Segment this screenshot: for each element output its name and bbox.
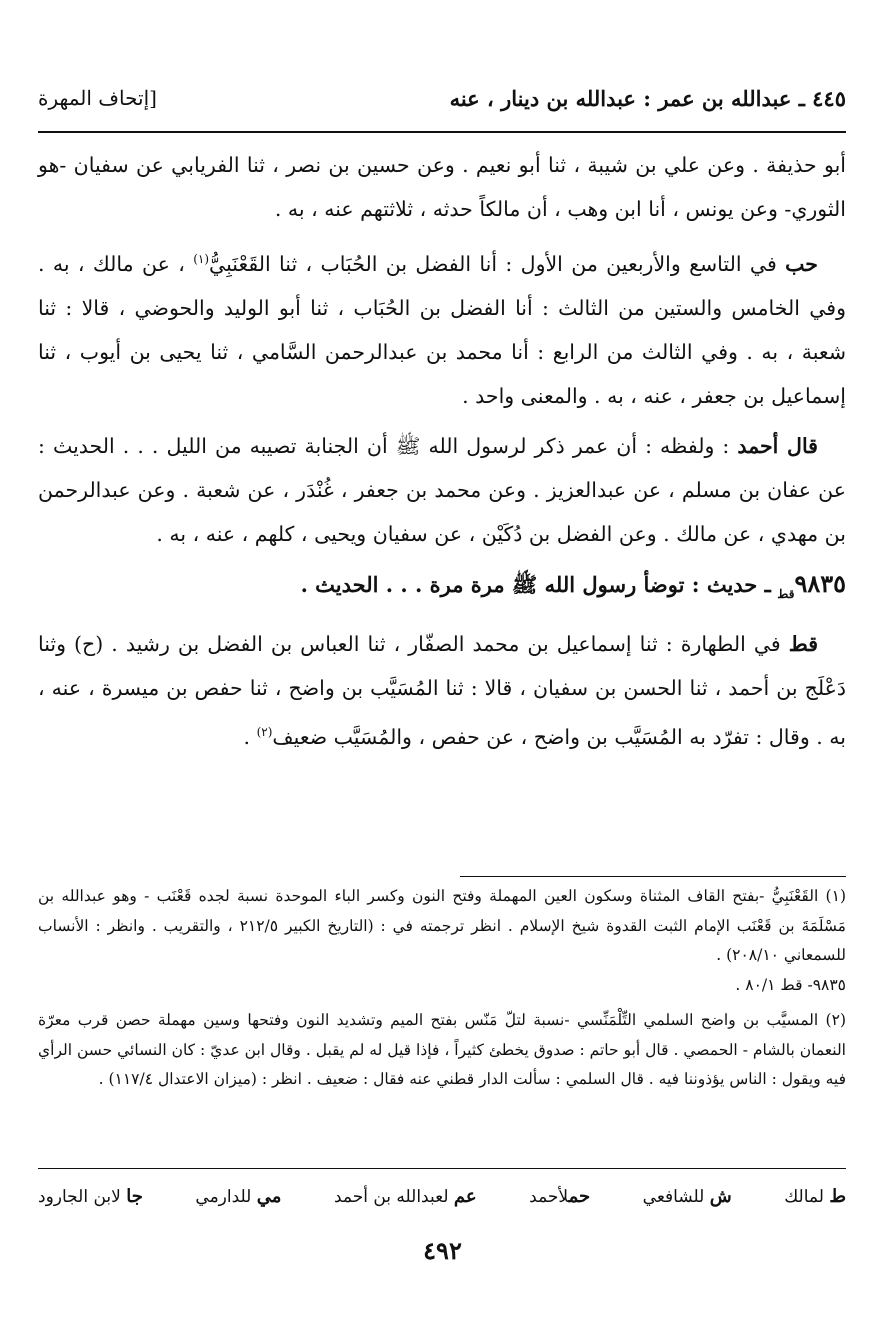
main-text [38, 143, 846, 765]
paragraph-ahmad [38, 424, 846, 556]
hadith-number: ٩٨٣٥ [794, 568, 846, 598]
abbreviation-divider [38, 1168, 846, 1169]
footnote-reference: ٩٨٣٥- قط ٨٠/١ . [735, 975, 846, 994]
abbrev-code: عم [453, 1186, 477, 1207]
source-code-hb: حب [785, 251, 818, 276]
paragraph-qt-end: . [243, 724, 257, 749]
paragraph-hb [38, 237, 846, 418]
header-book-name: [إتحاف المهرة [38, 86, 157, 110]
page-number: ٤٩٢ [423, 1236, 462, 1265]
abbrev-label: للشافعي [642, 1187, 705, 1207]
paragraph-qt [38, 622, 846, 759]
hadith-title: ـ حديث : توضأ رسول الله ﷺ مرة مرة . . . الحديث . [300, 571, 771, 597]
footnote-1: (١) القَعْنَبِيُّ -بفتح القاف المثناة وسكون العين المهملة وفتح النون وكسر الباء الموحدة نسبة لجده قَعْنَب - وهو عبدالله بن مَسْلَمَةَ بن قَعْنَب الإمام الثبت القدوة شيخ الإسلام . انظر ترجمته في : (التاريخ الكبير ٢١٢/٥ ، والتقريب . وانظر : الأنساب للسمعاني ٢٠٨/١٠) . [38, 887, 846, 964]
abbrev-code: جا [126, 1186, 143, 1207]
abbrev-code: مي [256, 1186, 282, 1207]
footnote-divider [460, 876, 846, 877]
abbrev-code: ش [709, 1186, 732, 1207]
hadith-heading [38, 562, 846, 616]
abbrev-code: حم [568, 1186, 591, 1207]
paragraph-continuation: أبو حذيفة . وعن علي بن شيبة ، ثنا أبو نعيم . وعن حسين بن نصر ، ثنا الفريابي عن سفيان -هو الثوري- وعن يونس ، أنا ابن وهب ، أن مالكاً حدثه ، ثلاثتهم عنه ، به . [38, 153, 846, 221]
abbrev-code: ط [829, 1186, 846, 1207]
paragraph-hb-text: في التاسع والأربعين من الأول : أنا الفضل بن الحُبَاب ، ثنا القَعْنَبِيُّ [209, 251, 777, 276]
abbrev-darimi [195, 1186, 281, 1207]
abbrev-jarud [38, 1186, 143, 1207]
footnote-ref-1[interactable]: (١) [193, 252, 210, 266]
header-title: ٤٤٥ ـ عبدالله بن عمر : عبدالله بن دينار ، عنه [449, 85, 846, 111]
footnote-ref-2[interactable]: (٢) [256, 724, 273, 739]
abbreviation-key [38, 1186, 846, 1207]
abbrev-shafii [643, 1186, 732, 1207]
abbrev-malik [784, 1186, 846, 1207]
paragraph-ahmad-text: : ولفظه : أن عمر ذكر لرسول الله ﷺ أن الجنابة تصيبه من الليل . . . الحديث : عن عفان بن مسلم ، عن عبدالعزيز . وعن محمد بن جعفر ، غُنْدَر ، عن شعبة . وعن عبدالرحمن بن مهدي ، عن مالك . وعن الفضل بن دُكَيْن ، عن سفيان ويحيى ، كلهم ، عنه ، به . [38, 433, 846, 546]
abbrev-label: للدارمي [195, 1187, 252, 1207]
abbrev-label: لابن الجارود [38, 1187, 121, 1207]
running-header [38, 80, 846, 116]
abbrev-label: لأحمد [529, 1187, 569, 1207]
footnotes [38, 882, 846, 1095]
ahmad-lead: قال أحمد [737, 433, 818, 458]
paragraph-hb-rest: ، عن مالك ، به . وفي الخامس والستين من الثالث : أنا الفضل بن الحُبَاب ، ثنا أبو الوليد والحوضي ، قالا : ثنا شعبة ، به . وفي الثالث من الرابع : أنا محمد بن عبدالرحمن السَّامي ، ثنا يحيى بن أيوب ، ثنا إسماعيل بن جعفر ، عنه ، به . والمعنى واحد . [38, 251, 846, 408]
abbrev-abdullah [334, 1186, 477, 1207]
abbrev-ahmad [529, 1186, 590, 1207]
footnote-2: (٢) المسيَّب بن واضح السلمي التِّلْمَنِّسي -نسبة لتلّ مَنّس بفتح الميم وتشديد النون وفتحها وسين مهملة حصن قرب معرّة النعمان بالشام - الحمصي . قال أبو حاتم : صدوق يخطئ كثيراً ، فإذا قيل له لم يقبل . وقال ابن عديّ : كان النسائي حسن الرأي فيه ويقول : الناس يؤذوننا فيه . قال السلمي : سألت الدار قطني عنه فقال : ضعيف . انظر : (ميزان الاعتدال ١١٧/٤) . [38, 1011, 846, 1088]
abbrev-label: لعبدالله بن أحمد [333, 1187, 449, 1207]
hadith-source-code: قط [777, 586, 795, 601]
paragraph-qt-text: في الطهارة : ثنا إسماعيل بن محمد الصفّار ، ثنا العباس بن الفضل بن رشيد . (ح) وثنا دَعْلَج بن أحمد ، ثنا الحسن بن سفيان ، قالا : ثنا المُسَيَّب بن واضح ، ثنا حفص بن ميسرة ، عنه ، به . وقال : تفرّد به المُسَيَّب بن واضح ، عن حفص ، والمُسَيَّب ضعيف [38, 631, 846, 749]
abbrev-label: لمالك [784, 1187, 824, 1207]
source-code-qt: قط [788, 631, 818, 656]
header-divider [38, 131, 846, 133]
